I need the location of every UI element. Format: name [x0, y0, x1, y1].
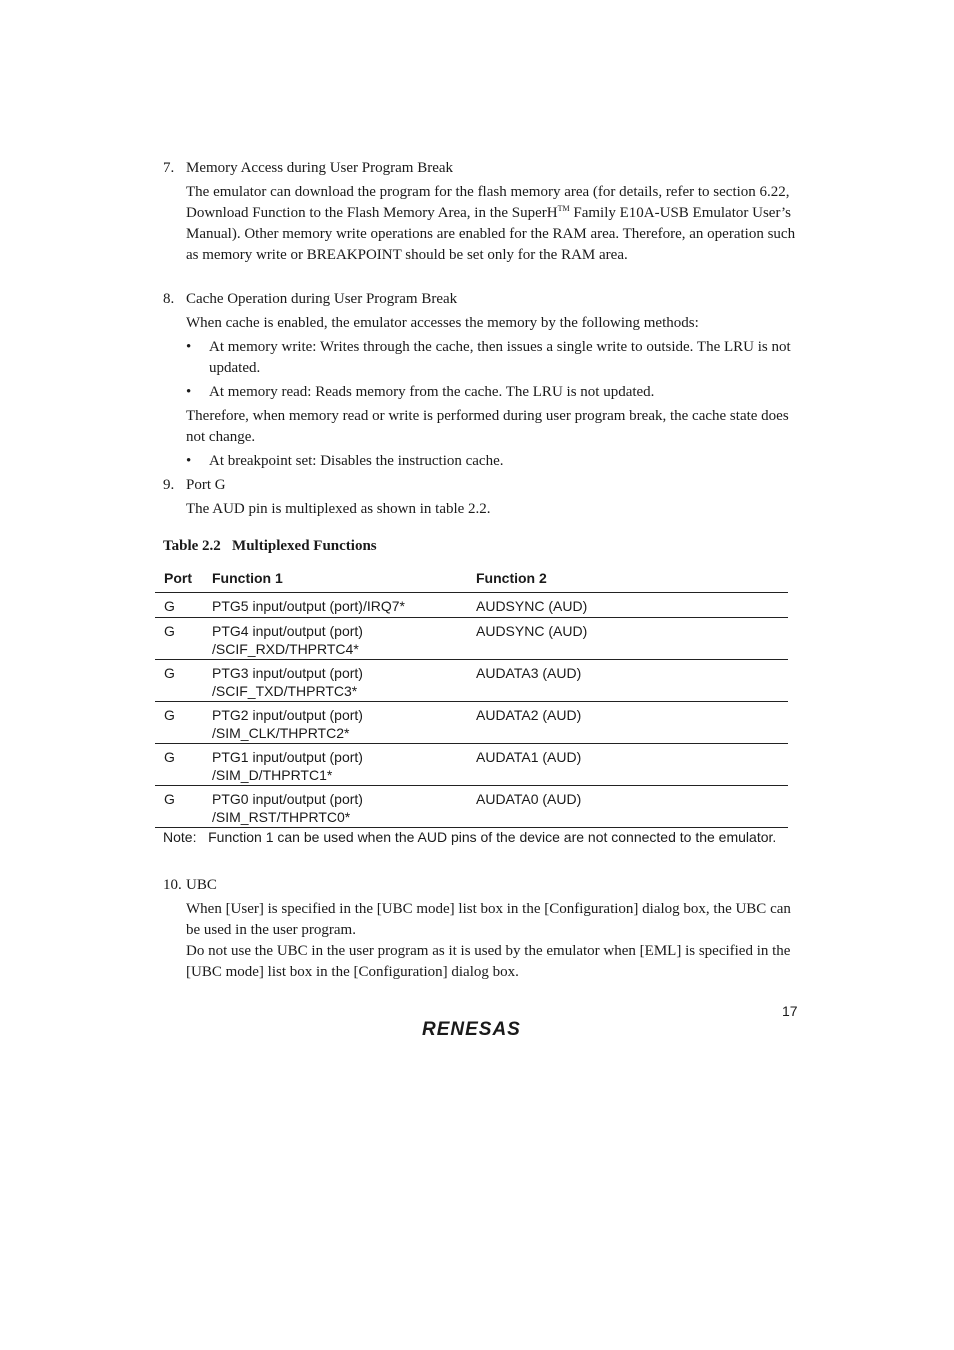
page-number: 17 — [782, 1003, 798, 1019]
cell-function-1: PTG5 input/output (port)/IRQ7* — [212, 598, 405, 614]
cell-function-1 — [212, 748, 462, 784]
item7-body-text-1: The emulator can download the program for the flash memory area (for details, refer to section 6.22, Download Function to the Flash Memory Area, in the SuperH — [186, 184, 790, 221]
table-row — [155, 786, 788, 828]
item7-body-text-2: Family E10A-USB Emulator User’s Manual). Other memory write operations are enabled for the RAM area. Therefore, an operation such as memory write or BREAKPOINT should be set only for the RAM area. — [186, 205, 796, 263]
item10-number: 10. — [163, 877, 182, 893]
header-function-2: Function 2 — [476, 570, 547, 586]
table-row — [155, 660, 788, 702]
item8-bullet-1: At memory write: Writes through the cache, then issues a single write to outside. The LRU is not updated. — [209, 339, 791, 376]
item9-body: The AUD pin is multiplexed as shown in table 2.2. — [186, 501, 491, 517]
item8-bullet-3: At breakpoint set: Disables the instruction cache. — [209, 453, 504, 469]
cell-function-1 — [212, 664, 462, 700]
cell-line: /SCIF_TXD/THPRTC3* — [212, 683, 358, 699]
cell-line: /SIM_CLK/THPRTC2* — [212, 725, 350, 741]
item9-number: 9. — [163, 477, 175, 493]
cell-function-2: AUDATA1 (AUD) — [476, 749, 582, 765]
table-row — [155, 593, 788, 618]
cell-function-2: AUDATA3 (AUD) — [476, 665, 582, 681]
item8-bullet-2: At memory read: Reads memory from the cache. The LRU is not updated. — [209, 384, 655, 400]
cell-line: PTG4 input/output (port) — [212, 623, 363, 639]
table-row — [155, 618, 788, 660]
item9-heading: Port G — [186, 477, 226, 493]
cell-port: G — [164, 665, 175, 681]
cell-port: G — [164, 623, 175, 639]
cell-line: PTG1 input/output (port) — [212, 749, 363, 765]
cell-port: G — [164, 791, 175, 807]
cell-function-2: AUDATA2 (AUD) — [476, 707, 582, 723]
table-caption: Table 2.2 Multiplexed Functions — [163, 538, 377, 554]
item10-heading: UBC — [186, 877, 217, 893]
cell-port: G — [164, 598, 175, 614]
multiplexed-functions-table — [155, 566, 788, 828]
header-port: Port — [164, 570, 192, 586]
item10-body-2: Do not use the UBC in the user program as it is used by the emulator when [EML] is specified in the [UBC mode] list box in the [Configuration] dialog box. — [186, 943, 791, 980]
cell-function-2: AUDSYNC (AUD) — [476, 598, 588, 614]
cell-line: /SIM_D/THPRTC1* — [212, 767, 333, 783]
item7-body — [186, 182, 801, 266]
item8-therefore: Therefore, when memory read or write is performed during user program break, the cache state does not change. — [186, 408, 789, 445]
cell-port: G — [164, 749, 175, 765]
renesas-logo — [420, 1018, 542, 1040]
table-row — [155, 702, 788, 744]
table-header-row — [155, 566, 788, 593]
item8-number: 8. — [163, 291, 175, 307]
cell-line: PTG3 input/output (port) — [212, 665, 363, 681]
cell-port: G — [164, 707, 175, 723]
item10-body-1: When [User] is specified in the [UBC mode] list box in the [Configuration] dialog box, the UBC can be used in the user program. — [186, 901, 791, 938]
item8-heading: Cache Operation during User Program Break — [186, 291, 458, 307]
cell-function-1 — [212, 790, 462, 826]
bullet-icon: • — [186, 453, 192, 469]
bullet-icon: • — [186, 339, 192, 355]
bullet-icon: • — [186, 384, 192, 400]
cell-function-1 — [212, 622, 462, 658]
cell-line: /SIM_RST/THPRTC0* — [212, 809, 351, 825]
table-row — [155, 744, 788, 786]
item7-heading: Memory Access during User Program Break — [186, 160, 454, 176]
cell-line: PTG0 input/output (port) — [212, 791, 363, 807]
item7-number: 7. — [163, 160, 175, 176]
cell-function-2: AUDATA0 (AUD) — [476, 791, 582, 807]
cell-function-2: AUDSYNC (AUD) — [476, 623, 588, 639]
logo-wordmark: RENESAS — [422, 1019, 521, 1040]
cell-line: PTG2 input/output (port) — [212, 707, 363, 723]
cell-function-1 — [212, 706, 462, 742]
trademark-sup: TM — [557, 204, 570, 213]
table-note: Note: Function 1 can be used when the AUD pins of the device are not connected to the emulator. — [163, 829, 777, 845]
item8-intro: When cache is enabled, the emulator accesses the memory by the following methods: — [186, 315, 699, 331]
header-function-1: Function 1 — [212, 570, 283, 586]
cell-line: /SCIF_RXD/THPRTC4* — [212, 641, 359, 657]
